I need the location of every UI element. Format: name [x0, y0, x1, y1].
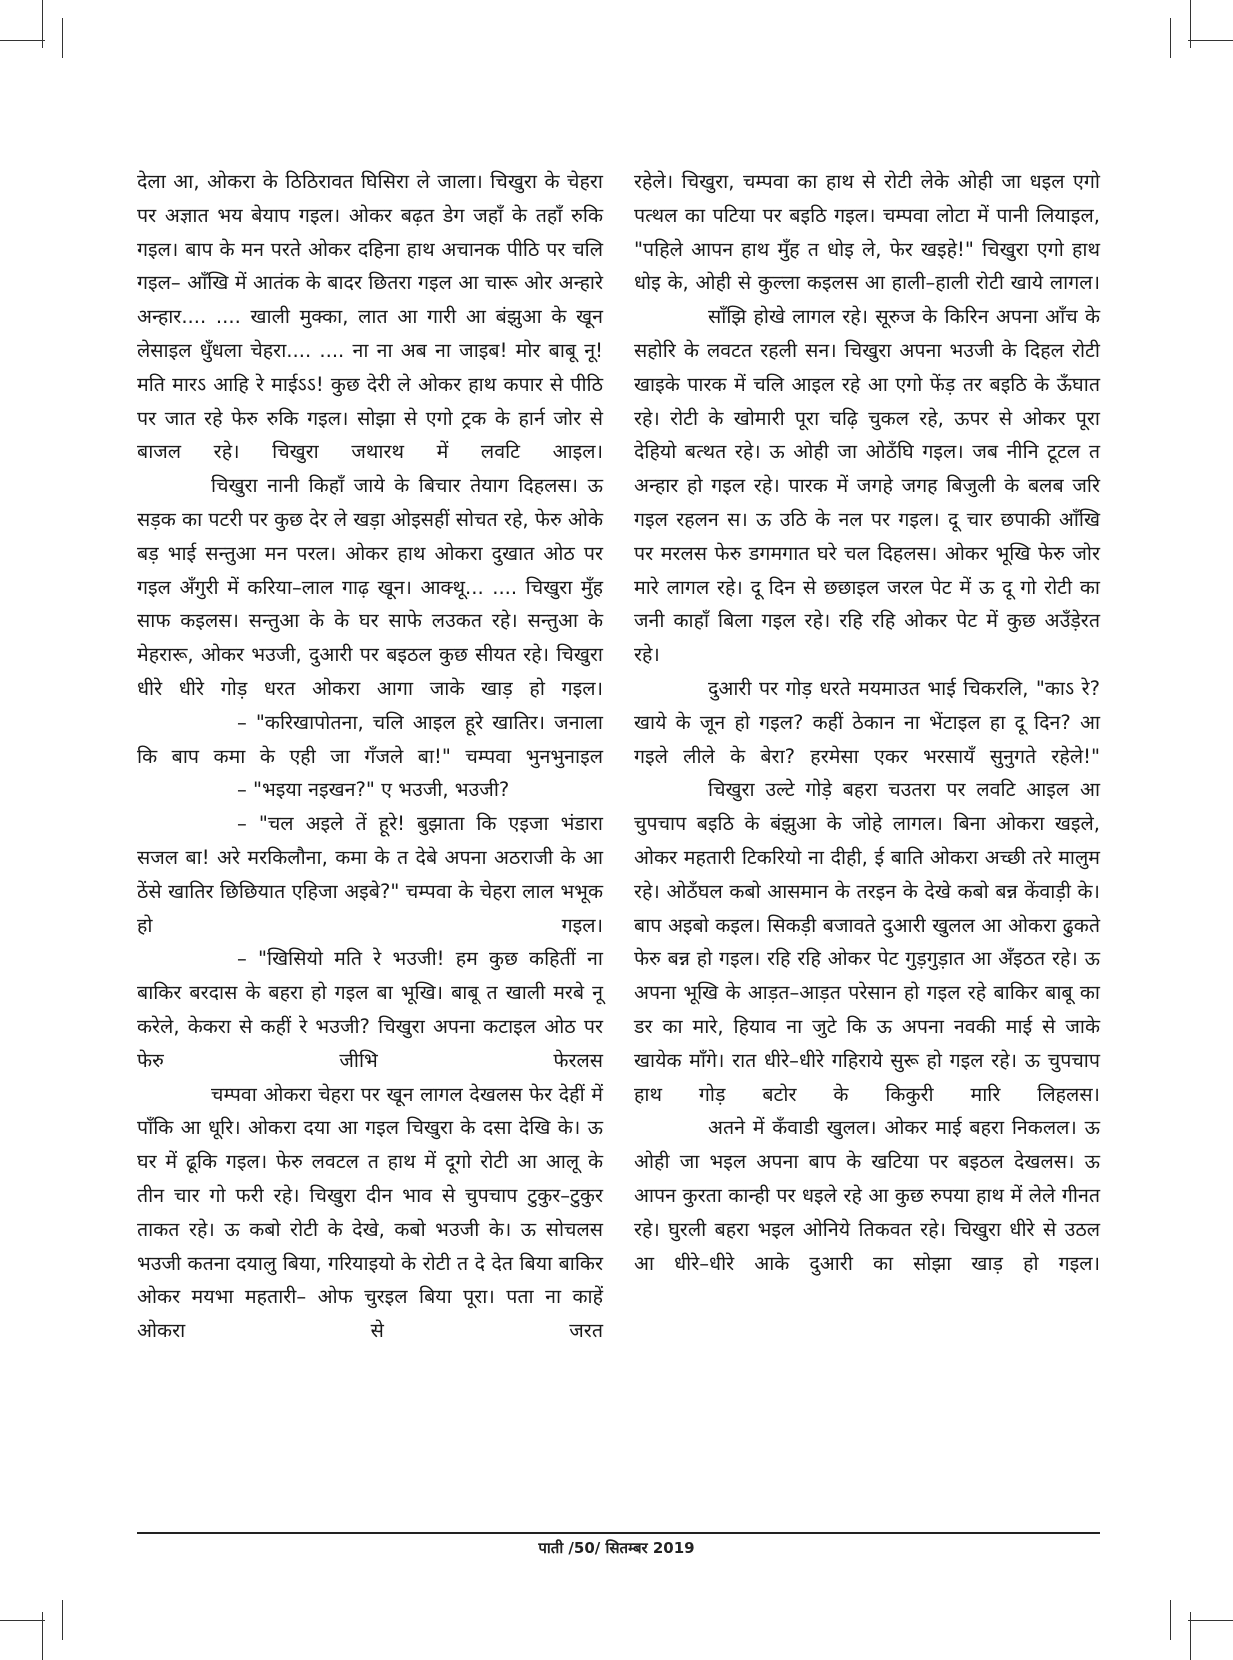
crop-mark-bottom-right-v2	[1170, 1600, 1171, 1640]
paragraph: रहेले। चिखुरा, चम्पवा का हाथ से रोटी लेके ओही जा धइल एगो पत्थल का पटिया पर बइठि गइल। चम्पवा लोटा में पानी लियाइल, "पहिले आपन हाथ मुँह त धोइ ले, फेर खइहे!" चिखुरा एगो हाथ धोइ के, ओही से कुल्ला कइलस आ हाली–हाली रोटी खाये लागल।	[634, 170, 1100, 295]
footer-rule	[137, 1532, 1100, 1534]
crop-mark-bottom-left-v2	[62, 1600, 63, 1640]
crop-mark-top-left-v	[42, 0, 43, 48]
paragraph: चिखुरा नानी किहाँ जाये के बिचार तेयाग दिहलस। ऊ सड़क का पटरी पर कुछ देर ले खड़ा ओइसहीं सोचत रहे, फेरु ओके बड़ भाई सन्तुआ मन परल। ओकर हाथ ओकरा दुखात ओठ पर गइल अँगुरी में करिया–लाल गाढ़ खून। आक्थू... .... चिखुरा मुँह साफ कइलस। सन्तुआ के के घर साफे लउकत रहे। सन्तुआ के मेहरारू, ओकर भउजी, दुआरी पर बइठल कुछ सीयत रहे। चिखुरा धीरे धीरे गोड़ धरत ओकरा आगा जाके खाड़ हो गइल।	[137, 474, 603, 700]
left-text-column	[137, 165, 603, 1348]
paragraph: चम्पवा ओकरा चेहरा पर खून लागल देखलस फेर देहीं में पाँकि आ धूरि। ओकरा दया आ गइल चिखुरा के दसा देखि के। ऊ घर में ढूकि गइल। फेरु लवटल त हाथ में दूगो रोटी आ आलू के तीन चार गो फरी रहे। चिखुरा दीन भाव से चुपचाप टुकुर–टुकुर ताकत रहे। ऊ कबो रोटी के देखे, कबो भउजी के। ऊ सोचलस भउजी कतना दयालु बिया, गरियाइयो के रोटी त दे देत बिया बाकिर ओकर मयभा महतारी– ओफ चुरइल बिया पूरा। पता ना काहें ओकरा से जरत	[137, 1082, 603, 1343]
crop-mark-bottom-left-h	[0, 1620, 45, 1621]
crop-mark-top-right-h	[1188, 40, 1233, 41]
crop-mark-top-right-v	[1190, 0, 1191, 48]
crop-mark-bottom-left-v	[42, 1612, 43, 1660]
paragraph: अतने में कँवाडी खुलल। ओकर माई बहरा निकलल। ऊ ओही जा भइल अपना बाप के खटिया पर बइठल देखलस। ऊ आपन कुरता कान्ही पर धइले रहे आ कुछ रुपया हाथ में लेले गीनत रहे। घुरली बहरा भइल ओनिये तिकवत रहे। चिखुरा धीरे से उठल आ धीरे–धीरे आके दुआरी का सोझा खाड़ हो गइल।	[634, 1116, 1100, 1275]
dialogue-paragraph: – "करिखापोतना, चलि आइल हूरे खातिर। जनाला कि बाप कमा के एही जा गँजले बा!" चम्पवा भुनभुनाइल	[137, 710, 603, 768]
right-text-column	[634, 165, 1100, 1280]
dialogue-paragraph: – "चल अइले तें हूरे! बुझाता कि एइजा भंडारा सजल बा! अरे मरकिलौना, कमा के त देबे अपना अठराजी के आ ठेंसे खातिर छिछियात एहिजा अइबे?" चम्पवा के चेहरा लाल भभूक हो गइल।	[137, 812, 603, 937]
crop-mark-bottom-right-v	[1190, 1612, 1191, 1660]
crop-mark-top-right-v2	[1170, 18, 1171, 58]
dialogue-paragraph: – "खिसियो मति रे भउजी! हम कुछ कहितीं ना बाकिर बरदास के बहरा हो गइल बा भूखि। बाबू त खाली मरबे नू करेले, केकरा से कहीं रे भउजी? चिखुरा अपना कटाइल ओठ पर फेरु जीभि फेरलस	[137, 947, 603, 1072]
crop-mark-top-left-h	[0, 40, 45, 41]
dialogue-paragraph: – "भइया नइखन?" ए भउजी, भउजी?	[237, 778, 510, 802]
crop-mark-top-left-v2	[62, 18, 63, 58]
paragraph: दुआरी पर गोड़ धरते मयमाउत भाई चिकरलि, "काऽ रे? खाये के जून हो गइल? कहीं ठेकान ना भेंटाइल हा दू दिन? आ गइले लीले के बेरा? हरमेसा एकर भरसायँ सुनुगते रहेले!"	[634, 676, 1100, 768]
crop-mark-bottom-right-h	[1188, 1620, 1233, 1621]
paragraph: चिखुरा उल्टे गोड़े बहरा चउतरा पर लवटि आइल आ चुपचाप बइठि के बंझुआ के जोहे लागल। बिना ओकरा खइले, ओकर महतारी टिकरियो ना दीही, ई बाति ओकरा अच्छी तरे मालुम रहे। ओठँघल कबो आसमान के तरइन के देखे कबो बन्न केंवाड़ी के। बाप अइबो कइल। सिकड़ी बजावते दुआरी खुलल आ ओकरा ढुकते फेरु बन्न हो गइल। रहि रहि ओकर पेट गुड़गुड़ात आ अँइठत रहे। ऊ अपना भूखि के आड़त–आड़त परेसान हो गइल रहे बाकिर बाबू का डर का मारे, हियाव ना जुटे कि ऊ अपना नवकी माई से जाके खायेक माँगे। रात धीरे–धीरे गहिराये सुरू हो गइल रहे। ऊ चुपचाप हाथ गोड़ बटोर के किकुरी मारि लिहलस।	[634, 778, 1100, 1106]
paragraph: देला आ, ओकरा के ठिठिरावत घिसिरा ले जाला। चिखुरा के चेहरा पर अज्ञात भय बेयाप गइल। ओकर बढ़त डेग जहाँ के तहाँ रुकि गइल। बाप के मन परते ओकर दहिना हाथ अचानक पीठि पर चलि गइल– आँखि में आतंक के बादर छितरा गइल आ चारू ओर अन्हारे अन्हार.... .... खाली मुक्का, लात आ गारी आ बंझुआ के खून लेसाइल धुँधला चेहरा.... .... ना ना अब ना जाइब! मोर बाबू नू! मति मारऽ आहि रे माईऽऽ! कुछ देरी ले ओकर हाथ कपार से पीठि पर जात रहे फेरु रुकि गइल। सोझा से एगो ट्रक के हार्न जोर से बाजल रहे। चिखुरा जथारथ में लवटि आइल।	[137, 170, 603, 464]
paragraph: साँझि होखे लागल रहे। सूरुज के किरिन अपना आँच के सहोरि के लवटत रहली सन। चिखुरा अपना भउजी के दिहल रोटी खाइके पारक में चलि आइल रहे आ एगो फेंड़ तर बइठि के ऊँघात रहे। रोटी के खोमारी पूरा चढ़ि चुकल रहे, ऊपर से ओकर पूरा देहियो बत्थत रहे। ऊ ओही जा ओठँघि गइल। जब नीनि टूटल त अन्हार हो गइल रहे। पारक में जगहे जगह बिजुली के बलब जरि गइल रहलन स। ऊ उठि के नल पर गइल। दू चार छपाकी आँखि पर मरलस फेरु डगमगात घरे चल दिहलस। ओकर भूखि फेरु जोर मारे लागल रहे। दू दिन से छछाइल जरल पेट में ऊ दू गो रोटी का जनी काहाँ बिला गइल रहे। रहि रहि ओकर पेट में कुछ अउँड़ेरत रहे।	[634, 305, 1100, 667]
page-footer: पाती /50/ सितम्बर 2019	[538, 1539, 695, 1557]
